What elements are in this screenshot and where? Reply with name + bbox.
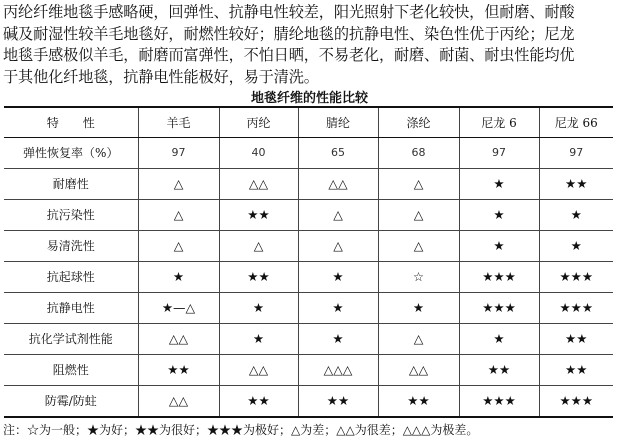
table-cell: 40 (219, 138, 298, 169)
intro-paragraph (3, 2, 615, 88)
table-row (4, 385, 613, 417)
table-cell: ★★ (138, 354, 219, 385)
table-cell: ★ (219, 323, 298, 354)
table-cell: ★★ (539, 168, 613, 199)
table-cell: ★ (298, 261, 378, 292)
row-label: 弹性恢复率（%） (4, 138, 138, 169)
table-cell: ★★★ (459, 385, 539, 417)
table-row (4, 199, 613, 230)
paragraph-line: 碱及耐湿性较羊毛地毯好，耐燃性较好；腈纶地毯的抗静电性、染色性优于丙纶；尼龙 (3, 24, 575, 43)
row-label: 易清洗性 (4, 230, 138, 261)
row-label: 阻燃性 (4, 354, 138, 385)
row-label: 防霉/防蛀 (4, 385, 138, 417)
table-row (4, 261, 613, 292)
table-cell: ★—△ (138, 292, 219, 323)
table-cell: ★ (219, 292, 298, 323)
table-row (4, 230, 613, 261)
table-cell: ★★ (298, 385, 378, 417)
table-cell: ★★ (378, 385, 459, 417)
row-label: 抗静电性 (4, 292, 138, 323)
table-cell: △△ (219, 168, 298, 199)
table-footnote: 注：☆为一般；★为好；★★为很好；★★★为极好；△为差；△△为很差；△△△为极差。 (3, 423, 479, 437)
paragraph-line: 于其他化纤地毯，抗静电性能极好，易于清洗。 (3, 67, 319, 86)
table-cell: ★ (378, 292, 459, 323)
header-nylon-66: 尼龙 66 (539, 107, 613, 138)
table-cell: ★★★ (459, 261, 539, 292)
table-cell: ★ (298, 292, 378, 323)
table-cell: ★★ (219, 261, 298, 292)
table-row (4, 354, 613, 385)
table-cell: ☆ (378, 261, 459, 292)
table-header-row (4, 107, 613, 138)
table-cell: △ (138, 168, 219, 199)
table-cell: 97 (459, 138, 539, 169)
row-label: 耐磨性 (4, 168, 138, 199)
table-cell: ★ (298, 323, 378, 354)
header-polypropylene: 丙纶 (219, 107, 298, 138)
table-cell: △ (298, 230, 378, 261)
header-acrylic: 腈纶 (298, 107, 378, 138)
fiber-performance-table (4, 106, 613, 418)
table-cell: ★ (539, 230, 613, 261)
header-property: 特 性 (4, 107, 138, 138)
table-cell: 65 (298, 138, 378, 169)
table-cell: △ (378, 323, 459, 354)
table-row (4, 292, 613, 323)
table-cell: ★ (459, 199, 539, 230)
table-row (4, 168, 613, 199)
table-cell: ★★ (459, 354, 539, 385)
row-label: 抗污染性 (4, 199, 138, 230)
table-cell: ★★ (539, 354, 613, 385)
row-label: 抗起球性 (4, 261, 138, 292)
table-cell: △△ (219, 354, 298, 385)
header-wool: 羊毛 (138, 107, 219, 138)
table-cell: 97 (138, 138, 219, 169)
table-cell: ★ (138, 261, 219, 292)
table-cell: △△ (138, 385, 219, 417)
table-cell: △ (138, 199, 219, 230)
table-row (4, 138, 613, 169)
table-cell: △ (298, 199, 378, 230)
paragraph-line: 地毯手感极似羊毛，耐磨而富弹性，不怕日晒，不易老化，耐磨、耐菌、耐虫性能均优 (3, 46, 575, 64)
table-cell: ★ (459, 323, 539, 354)
table-cell: ★★★ (459, 292, 539, 323)
table-cell: △ (378, 199, 459, 230)
table-cell: △△△ (298, 354, 378, 385)
row-label: 抗化学试剂性能 (4, 323, 138, 354)
table-title: 地毯纤维的性能比较 (250, 91, 368, 106)
table-cell: ★★ (539, 323, 613, 354)
table-cell: ★★ (219, 199, 298, 230)
table-cell: △ (378, 230, 459, 261)
table-cell: 97 (539, 138, 613, 169)
table-cell: ★ (459, 168, 539, 199)
table-cell: 68 (378, 138, 459, 169)
table-cell: △ (378, 168, 459, 199)
table-cell: △△ (138, 323, 219, 354)
table-cell: △ (138, 230, 219, 261)
table-cell: ★ (459, 230, 539, 261)
table-cell: ★ (539, 199, 613, 230)
table-cell: ★★★ (539, 385, 613, 417)
table-cell: △△ (378, 354, 459, 385)
table-cell: △△ (298, 168, 378, 199)
header-polyester: 涤纶 (378, 107, 459, 138)
table-cell: △ (219, 230, 298, 261)
header-nylon-6: 尼龙 6 (459, 107, 539, 138)
table-row (4, 323, 613, 354)
table-cell: ★★★ (539, 261, 613, 292)
table-cell: ★★★ (539, 292, 613, 323)
paragraph-line: 丙纶纤维地毯手感略硬，回弹性、抗静电性较差，阳光照射下老化较快，但耐磨、耐酸 (3, 3, 575, 21)
table-cell: ★★ (219, 385, 298, 417)
